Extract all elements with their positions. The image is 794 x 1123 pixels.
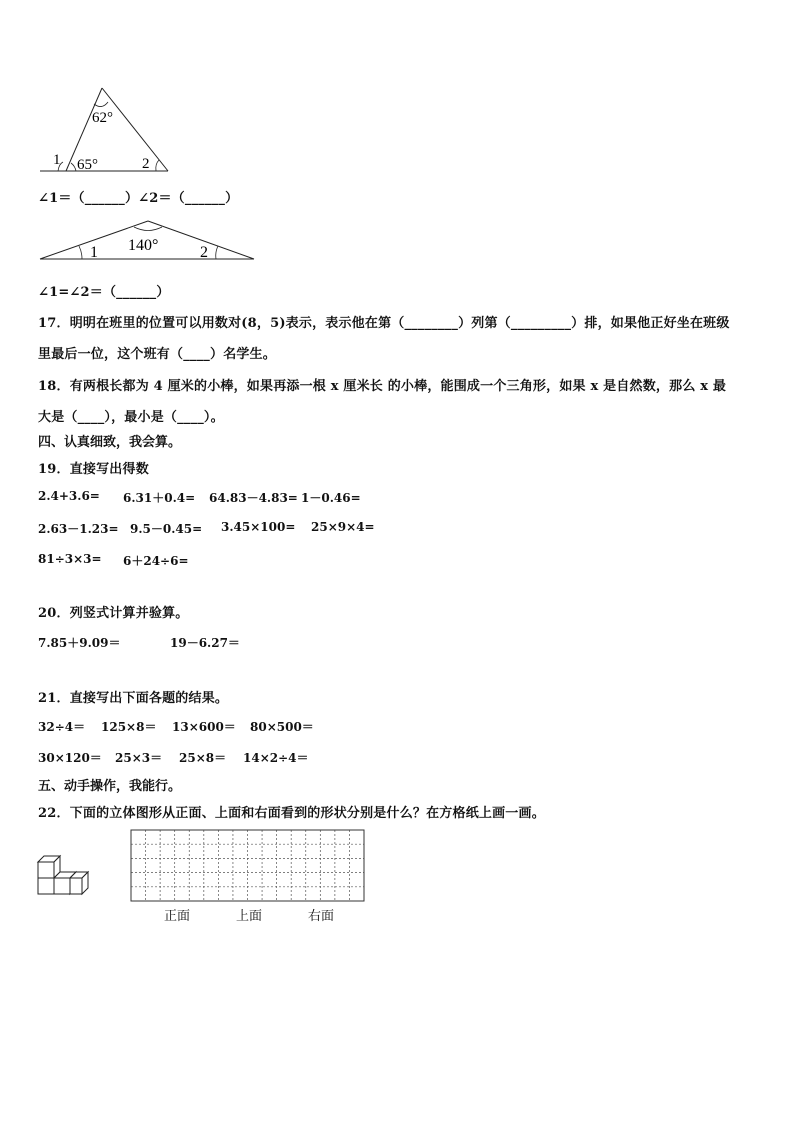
q21-item: 30×120＝: [38, 751, 102, 765]
q21-item: 80×500＝: [250, 720, 314, 734]
angles-question-2: ∠1=∠2＝（______）: [38, 285, 170, 300]
angles-question-1: ∠1＝（______）∠2＝（______）: [38, 191, 239, 206]
section-4-heading: 四、认真细致，我会算。: [38, 435, 182, 450]
angle-62-label: 62°: [92, 110, 113, 126]
q21-item: 25×3＝: [115, 751, 163, 765]
q17-line-1: 17．明明在班里的位置可以用数对(8，5)表示，表示他在第（________）列第（_________）排，如果他正好坐在班级: [38, 316, 730, 331]
q22-title: 22．下面的立体图形从正面、上面和右面看到的形状分别是什么？在方格纸上画一画。: [38, 806, 545, 821]
q19-item: 1－0.46=: [301, 491, 361, 505]
q21-item: 13×600＝: [172, 720, 236, 734]
q19-item: 81÷3×3=: [38, 552, 102, 566]
q19-item: 64.83－4.83=: [209, 491, 298, 505]
grid-paper[interactable]: [130, 829, 366, 903]
q19-item: 6＋24÷6=: [123, 554, 189, 568]
triangle-figure-1: [38, 86, 178, 178]
q19-item: 2.4+3.6=: [38, 489, 100, 503]
q21-item: 25×8＝: [179, 751, 227, 765]
q19-item: 9.5－0.45=: [130, 522, 203, 536]
q20-item: 19－6.27＝: [170, 636, 240, 650]
q21-item: 14×2÷4＝: [243, 751, 309, 765]
q19-item: 2.63－1.23=: [38, 522, 119, 536]
front-view-label: 正面: [164, 908, 191, 923]
q17-line-2: 里最后一位，这个班有（____）名学生。: [38, 347, 277, 362]
q19-title: 19．直接写出得数: [38, 462, 149, 477]
cube-solid-figure: [36, 854, 92, 900]
q19-item: 6.31＋0.4=: [123, 491, 196, 505]
angle-2-label: 2: [142, 156, 150, 172]
right-view-label: 右面: [308, 908, 335, 923]
q21-item: 32÷4＝: [38, 720, 86, 734]
q19-item: 3.45×100=: [221, 520, 296, 534]
q21-title: 21．直接写出下面各题的结果。: [38, 691, 229, 706]
angle-2-label: 2: [200, 244, 208, 261]
q18-line-2: 大是（____），最小是（____）。: [38, 410, 224, 425]
triangle-figure-2: [38, 218, 258, 264]
q18-line-1: 18．有两根长都为 4 厘米的小棒，如果再添一根 x 厘米长 的小棒，能围成一个三角形，如果 x 是自然数，那么 x 最: [38, 379, 727, 394]
section-5-heading: 五、动手操作，我能行。: [38, 779, 182, 794]
angle-140-label: 140°: [128, 237, 159, 254]
angle-1-label: 1: [53, 152, 61, 168]
q19-item: 25×9×4=: [311, 520, 375, 534]
angle-1-label: 1: [90, 244, 98, 261]
angle-65-label: 65°: [77, 157, 98, 173]
q20-title: 20．列竖式计算并验算。: [38, 606, 189, 621]
q20-item: 7.85＋9.09＝: [38, 636, 121, 650]
q21-item: 125×8＝: [101, 720, 157, 734]
top-view-label: 上面: [236, 908, 263, 923]
